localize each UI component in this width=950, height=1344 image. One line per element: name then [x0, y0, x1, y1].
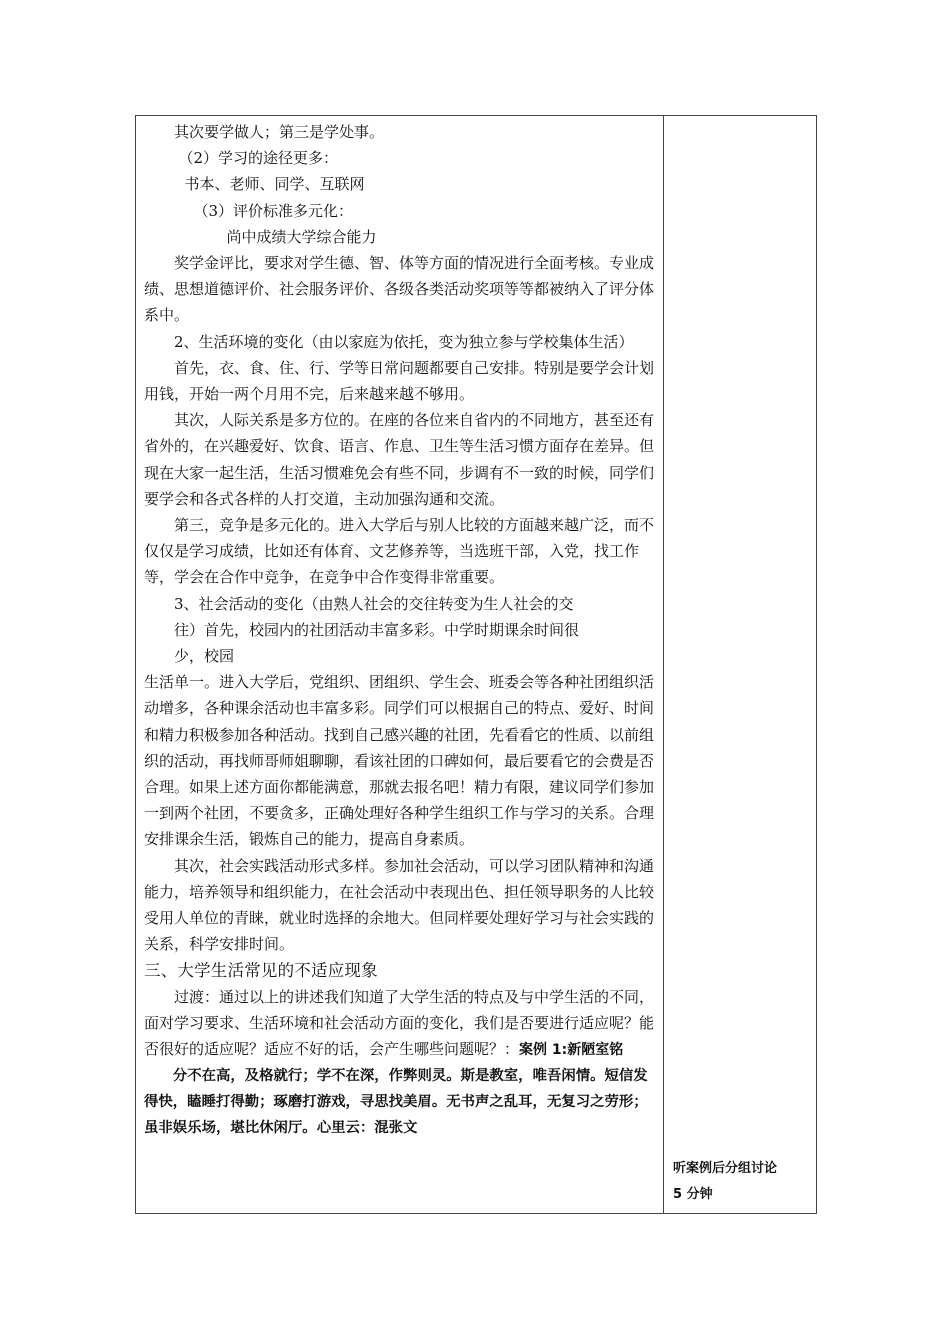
transition-text: 过渡：通过以上的讲述我们知道了大学生活的特点及与中学生活的不同，面对学习要求、生活环境和社会活动方面的变化，我们是否要进行适应呢？能否很好的适应呢？适应不好的话，会产生哪些问题呢？： [144, 987, 655, 1058]
paragraph: 第三，竞争是多元化的。进入大学后与别人比较的方面越来越广泛，而不仅仅是学习成绩，比如还有体育、文艺修养等，当选班干部，入党，找工作等，学会在合作中竞争，在竞争中合作变得非常重要。 [144, 516, 655, 587]
case-title: 案例 1:新陋室铭 [519, 1041, 624, 1058]
paragraph: 其次要学做人；第三是学处事。 [174, 123, 385, 141]
paragraph: 奖学金评比，要求对学生德、智、体等方面的情况进行全面考核。专业成绩、思想道德评价、社会服务评价、各级各类活动奖项等等都被纳入了评分体系中。 [144, 254, 655, 325]
side-note-line: 5 分钟 [673, 1187, 713, 1202]
paragraph [144, 984, 659, 1064]
section-heading: 3、社会活动的变化（由熟人社会的交往转变为生人社会的交 [174, 594, 574, 613]
list-item: （2）学习的途径更多： [178, 149, 339, 168]
list-item: 书本、老师、同学、互联网 [184, 175, 365, 194]
case-poem: 分不在高，及格就行；学不在深，作弊则灵。斯是教室，唯吾闲情。短信发得快，瞌睡打得勤；琢磨打游戏，寻思找美眉。无书声之乱耳，无复习之劳形；虽非娱乐场，堪比休闲厅。心里云：混张文 [144, 1068, 648, 1137]
list-item: 尚中成绩大学综合能力 [226, 227, 377, 246]
column-divider [663, 116, 664, 1213]
side-note-cell [673, 1156, 813, 1208]
list-item: （3）评价标准多元化： [193, 201, 354, 220]
paragraph: 少，校园 [174, 647, 235, 666]
paragraph: 往）首先，校园内的社团活动丰富多彩。中学时期课余时间很 [174, 620, 580, 639]
paragraph: 其次，社会实践活动形式多样。参加社会活动，可以学习团队精神和沟通能力，培养领导和组织能力，在社会活动中表现出色、担任领导职务的人比较受用人单位的青睐，就业时选择的余地大。但同样要处理好学习与社会实践的关系，科学安排时间。 [144, 856, 655, 954]
side-note-line: 听案例后分组讨论 [673, 1161, 778, 1176]
major-heading: 三、大学生活常见的不适应现象 [144, 960, 378, 980]
paragraph: 其次，人际关系是多方位的。在座的各位来自省内的不同地方，甚至还有省外的，在兴趣爱好、饮食、语言、作息、卫生等生活习惯方面存在差异。但现在大家一起生活，生活习惯难免会有些不同，步调有不一致的时候，同学们要学会和各式各样的人打交道，主动加强沟通和交流。 [144, 411, 655, 508]
paragraph: 首先，衣、食、住、行、学等日常问题都要自己安排。特别是要学会计划用钱，开始一两个月用不完，后来越来越不够用。 [144, 358, 655, 404]
lesson-table [135, 115, 817, 1214]
main-content-cell [144, 119, 659, 1141]
paragraph: 生活单一。进入大学后，党组织、团组织、学生会、班委会等各种社团组织活动增多，各种课余活动也丰富多彩。同学们可以根据自己的特点、爱好、时间和精力积极参加各种活动。找到自己感兴趣的社团，先看看它的性质、以前组织的活动，再找师哥师姐聊聊，看该社团的口碑如何，最后要看它的会费是否合理。如果上述方面你都能满意，那就去报名吧！精力有限，建议同学们参加一到两个社团，不要贪多，正确处理好各种学生组织工作与学习的关系。合理安排课余生活，锻炼自己的能力，提高自身素质。 [144, 673, 655, 849]
section-heading: 2、生活环境的变化（由以家庭为依托，变为独立参与学校集体生活） [174, 332, 634, 351]
